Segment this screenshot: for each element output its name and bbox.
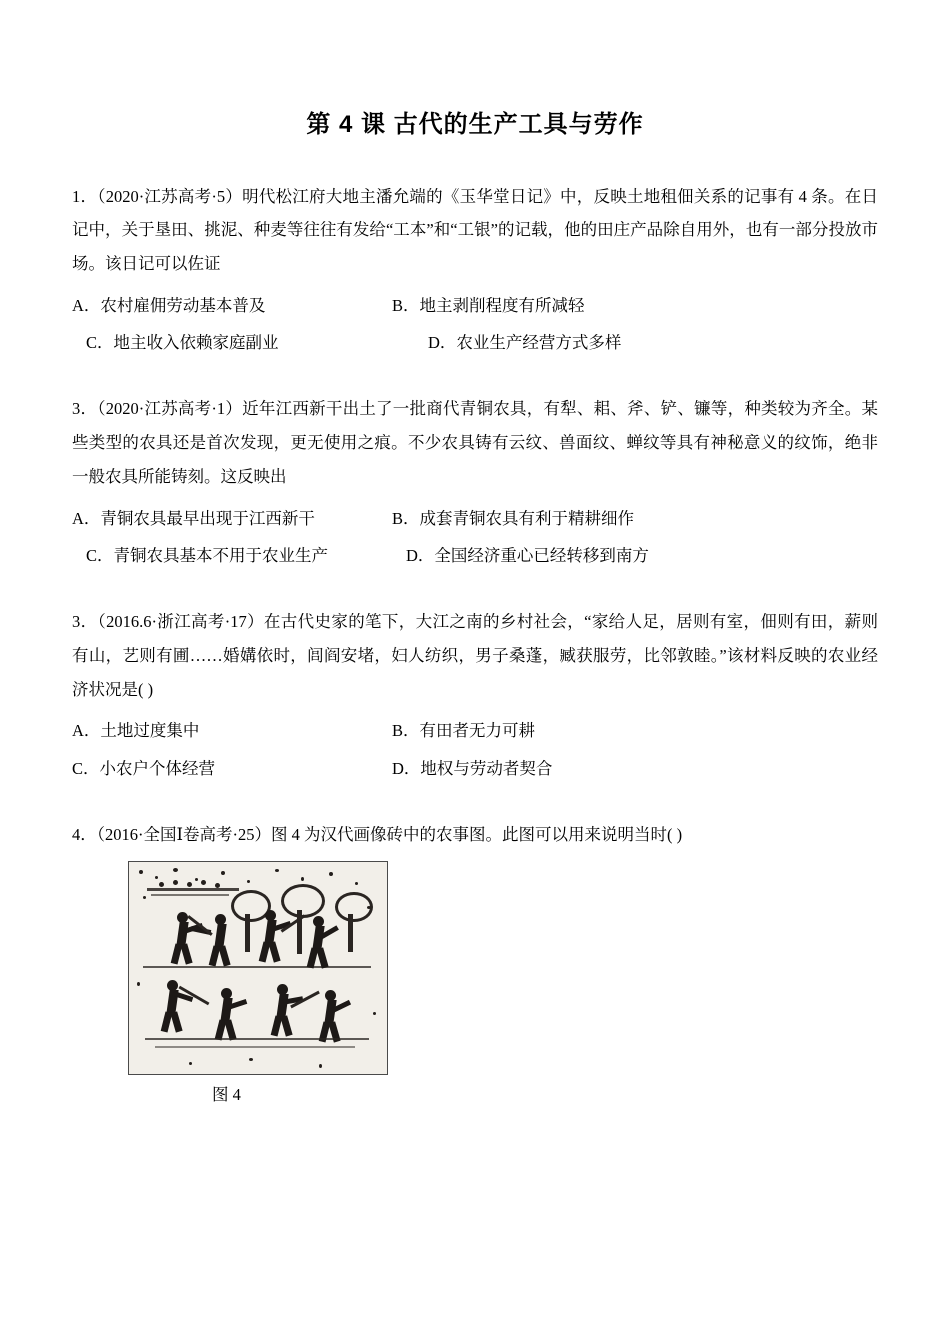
- option-c[interactable]: [86, 324, 406, 361]
- question-item: [72, 605, 878, 787]
- options-row: [72, 712, 878, 749]
- option-c-label: C．: [86, 333, 114, 353]
- option-b[interactable]: [392, 712, 535, 749]
- option-b[interactable]: [392, 500, 634, 537]
- question-text: （2016·全国Ⅰ卷高考·25）图 4 为汉代画像砖中的农事图。此图可以用来说明当时( ): [96, 824, 683, 844]
- figure-caption: 图 4: [212, 1085, 241, 1105]
- option-d-label: D．: [392, 758, 421, 778]
- question-stem: [72, 392, 878, 493]
- option-d[interactable]: [406, 537, 649, 574]
- option-b-text: 地主剥削程度有所减轻: [419, 296, 585, 316]
- options-row: [72, 750, 878, 787]
- option-d-text: 农业生产经营方式多样: [456, 333, 622, 353]
- option-b-label: B．: [392, 296, 420, 316]
- option-a-text: 土地过度集中: [100, 721, 200, 741]
- option-a-text: 农村雇佣劳动基本普及: [100, 296, 266, 316]
- question-number: 4．: [72, 824, 97, 844]
- option-c-label: C．: [72, 758, 100, 778]
- option-c[interactable]: [86, 537, 406, 574]
- option-b-text: 成套青铜农具有利于精耕细作: [419, 508, 635, 528]
- option-b[interactable]: [392, 287, 585, 324]
- options-group: [72, 500, 878, 574]
- option-a[interactable]: [72, 712, 392, 749]
- option-c-text: 青铜农具基本不用于农业生产: [113, 545, 329, 565]
- option-d-text: 全国经济重心已经转移到南方: [434, 545, 649, 565]
- question-stem: [72, 180, 878, 281]
- relief-drawing: [129, 862, 387, 1074]
- options-group: [72, 712, 878, 786]
- option-c[interactable]: [72, 750, 392, 787]
- question-item: [72, 180, 878, 362]
- question-text: （2016.6·浙江高考·17）在古代史家的笔下，大江之南的乡村社会，“家给人足，居则有室，佃则有田，薪则有山，艺则有圃……婚媾依时，闾阎安堵，妇人纺织，男子桑蓬，臧获服劳，比邻敦睦。”该材料反映的农业经济状况是( ): [72, 611, 878, 699]
- option-a[interactable]: [72, 500, 392, 537]
- question-item: [72, 392, 878, 574]
- option-a[interactable]: [72, 287, 392, 324]
- spacer: [72, 589, 878, 605]
- option-d[interactable]: [392, 750, 552, 787]
- question-number: 1．: [72, 186, 98, 206]
- option-c-text: 地主收入依赖家庭副业: [113, 333, 279, 353]
- option-d-label: D．: [406, 545, 435, 565]
- spacer: [72, 376, 878, 392]
- option-a-label: A．: [72, 296, 101, 316]
- question-number: 3．: [72, 399, 98, 419]
- options-row: [72, 324, 878, 361]
- option-c-label: C．: [86, 545, 114, 565]
- han-dynasty-farming-relief-image: [128, 861, 388, 1075]
- option-a-label: A．: [72, 721, 101, 741]
- option-d-text: 地权与劳动者契合: [420, 758, 553, 778]
- option-d-label: D．: [428, 333, 457, 353]
- option-d[interactable]: [406, 324, 621, 361]
- question-stem: [72, 818, 878, 852]
- spacer: [72, 802, 878, 818]
- figure-block: [72, 861, 878, 1105]
- options-row: [72, 500, 878, 537]
- option-c-text: 小农户个体经营: [99, 758, 216, 778]
- question-text: （2020·江苏高考·5）明代松江府大地主潘允端的《玉华堂日记》中，反映土地租佃关系的记事有 4 条。在日记中，关于垦田、挑泥、种麦等往往有发给“工本”和“工银”的记载，他的田庄产品除自用外，也有一部分投放市场。该日记可以佐证: [72, 186, 878, 274]
- option-a-text: 青铜农具最早出现于江西新干: [100, 508, 315, 528]
- question-text: （2020·江苏高考·1）近年江西新干出土了一批商代青铜农具，有犁、耜、斧、铲、镰等，种类较为齐全。某些类型的农具还是首次发现，更无使用之痕。不少农具铸有云纹、兽面纹、蝉纹等具有神秘意义的纹饰，绝非一般农具所能铸刻。这反映出: [72, 399, 878, 486]
- options-group: [72, 287, 878, 361]
- options-row: [72, 287, 878, 324]
- option-b-label: B．: [392, 508, 420, 528]
- option-b-label: B．: [392, 721, 420, 741]
- question-item: [72, 818, 878, 1106]
- question-stem: [72, 605, 878, 706]
- page-title: 第 4 课 古代的生产工具与劳作: [306, 111, 644, 138]
- option-b-text: 有田者无力可耕: [419, 721, 536, 741]
- options-row: [72, 537, 878, 574]
- question-number: 3．: [72, 611, 98, 631]
- option-a-label: A．: [72, 508, 101, 528]
